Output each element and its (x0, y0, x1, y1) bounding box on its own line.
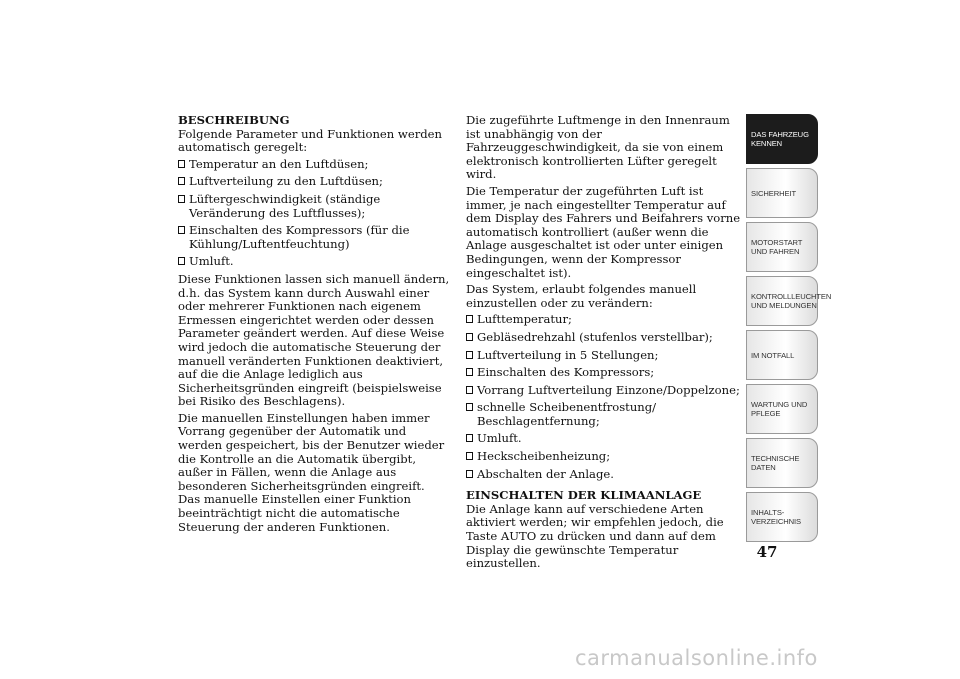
list-item: Einschalten des Kompressors; (466, 366, 742, 380)
tab-kontrollleuchten[interactable] (746, 276, 832, 326)
air-volume-paragraph: Die zugeführte Luftmenge in den Innenraum ist unabhängig von der Fahrzeuggeschwindigkeit, da sie von einem elektronisch kontrollierten Lüfter geregelt wird. (466, 113, 730, 182)
checkbox-bullet-icon (178, 226, 185, 234)
list-item: Luftverteilung zu den Luftdüsen; (178, 175, 450, 189)
air-temperature-paragraph: Die Temperatur der zugeführten Luft ist immer, je nach eingestellter Temperatur auf dem Display des Fahrers und Beifahrers vorne automatisch kontrolliert (außer wenn die Anlage ausgeschaltet ist oder unter einigen Bedingungen, wenn der Kompressor eingeschaltet ist). (466, 183, 741, 280)
manual-functions-paragraph: Diese Funktionen lassen sich manuell ändern, d.h. das System kann durch Auswahl einer oder mehrerer Funktionen nach eigenem Ermessen eingerichtet werden oder dessen Parameter geändert werden. Auf diese Weise wird jedoch die automatische Steuerung der manuell veränderten Funktionen deaktiviert, auf die die Anlage lediglich aus Sicherheitsgründen eingreift (beispielsweise bei Risiko des Beschlagens). (178, 271, 450, 409)
list-item: schnelle Scheibenentfrostung/ Beschlagentfernung; (466, 401, 742, 428)
list-item: Abschalten der Anlage. (466, 468, 742, 482)
tab-label: MOTORSTART UND FAHREN (751, 238, 803, 256)
list-item: Lüftergeschwindigkeit (ständige Veränderung des Luftflusses); (178, 193, 450, 220)
tab-das-fahrzeug-kennen[interactable] (746, 114, 818, 164)
tab-label: INHALTS- VERZEICHNIS (751, 508, 801, 526)
checkbox-bullet-icon (178, 257, 185, 265)
checkbox-bullet-icon (466, 315, 473, 323)
section-heading-einschalten: EINSCHALTEN DER KLIMAANLAGE (466, 488, 702, 503)
chapter-tabs (746, 114, 832, 542)
list-item: Temperatur an den Luftdüsen; (178, 158, 450, 172)
tab-sicherheit[interactable] (746, 168, 818, 218)
tab-wartung-und-pflege[interactable] (746, 384, 818, 434)
tab-im-notfall[interactable] (746, 330, 818, 380)
checkbox-bullet-icon (178, 177, 185, 185)
auto-parameters-list (178, 158, 450, 269)
tab-label: IM NOTFALL (751, 350, 795, 360)
list-item: Einschalten des Kompressors (für die Kühlung/Luftentfeuchtung) (178, 224, 450, 251)
left-column (178, 114, 450, 537)
watermark: carmanualsonline.info (575, 646, 818, 670)
list-item: Vorrang Luftverteilung Einzone/Doppelzone; (466, 384, 742, 398)
list-item: Luftverteilung in 5 Stellungen; (466, 349, 742, 363)
list-item: Umluft. (466, 432, 742, 446)
manual-options-list (466, 313, 742, 481)
checkbox-bullet-icon (466, 434, 473, 442)
tab-label: KONTROLLLEUCHTEN UND MELDUNGEN (751, 292, 832, 310)
section-heading-beschreibung: BESCHREIBUNG (178, 113, 290, 127)
intro-paragraph: Folgende Parameter und Funktionen werden automatisch geregelt: (178, 126, 443, 155)
manual-options-intro: Das System, erlaubt folgendes manuell einzustellen oder zu verändern: (466, 282, 697, 310)
tab-label: SICHERHEIT (751, 188, 796, 198)
list-item: Gebläsedrehzahl (stufenlos verstellbar); (466, 331, 742, 345)
checkbox-bullet-icon (466, 333, 473, 341)
manual-settings-paragraph: Die manuellen Einstellungen haben immer Vorrang gegenüber der Automatik und werden gespeichert, bis der Benutzer wieder die Kontrolle an die Automatik übergibt, außer in Fällen, wenn die Anlage aus besonderen Sicherheitsgründen eingreift. Das manuelle Einstellen einer Funktion beeinträchtigt nicht die automatische Steuerung der anderen Funktionen. (178, 410, 445, 534)
tab-motorstart-und-fahren[interactable] (746, 222, 818, 272)
list-item: Heckscheibenheizung; (466, 450, 742, 464)
checkbox-bullet-icon (178, 160, 185, 168)
activation-paragraph: Die Anlage kann auf verschiedene Arten aktiviert werden; wir empfehlen jedoch, die Taste AUTO zu drücken und dann auf dem Display die gewünschte Temperatur einzustellen. (466, 501, 724, 571)
tab-label: DAS FAHRZEUG KENNEN (751, 130, 809, 148)
list-item: Umluft. (178, 255, 450, 269)
checkbox-bullet-icon (178, 195, 185, 203)
checkbox-bullet-icon (466, 452, 473, 460)
page-number: 47 (756, 543, 778, 561)
tab-inhaltsverzeichnis[interactable] (746, 492, 818, 542)
checkbox-bullet-icon (466, 368, 473, 376)
tab-technische-daten[interactable] (746, 438, 818, 488)
checkbox-bullet-icon (466, 386, 473, 394)
list-item: Lufttemperatur; (466, 313, 742, 327)
tab-label: WARTUNG UND PFLEGE (751, 400, 808, 418)
tab-label: TECHNISCHE DATEN (751, 454, 800, 472)
checkbox-bullet-icon (466, 351, 473, 359)
right-column (466, 114, 742, 574)
checkbox-bullet-icon (466, 470, 473, 478)
checkbox-bullet-icon (466, 403, 473, 411)
